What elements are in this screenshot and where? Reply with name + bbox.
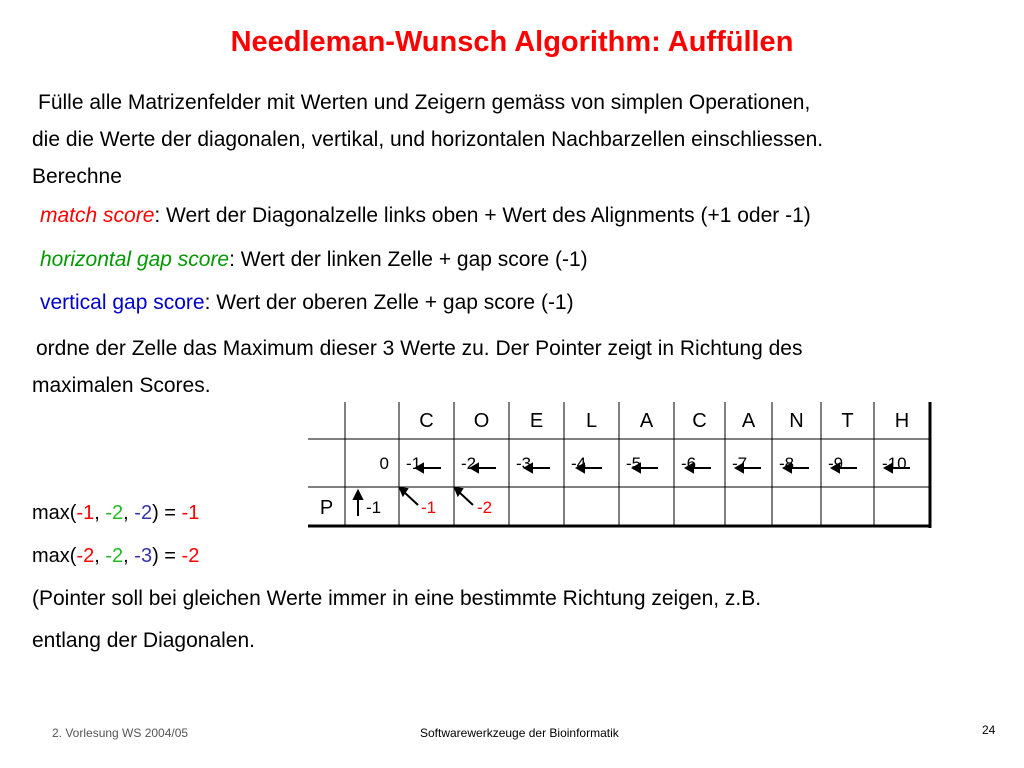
match-score-item [40,204,811,228]
col-header: E [529,410,544,432]
horizontal-value: -2 [105,502,124,524]
note-line-1: (Pointer soll bei gleichen Werte immer in eine bestimmte Richtung zeigen, z.B. [32,587,762,610]
max-suffix: ) = [152,502,182,524]
col-header: C [692,410,707,432]
matrix-value-computed: -1 [421,498,437,517]
matrix-value: 0 [379,454,389,473]
matrix-value: -9 [828,454,844,473]
col-header: O [473,410,490,432]
vertical-value: -2 [134,502,153,524]
max-prefix: max( [32,502,77,524]
horizontal-gap-item [40,248,588,272]
max-prefix: max( [32,545,77,567]
conclusion-line-1: ordne der Zelle das Maximum dieser 3 Werte zu. Der Pointer zeigt in Richtung des [36,337,803,360]
col-header: H [894,410,910,432]
vertical-gap-desc: : Wert der oberen Zelle + gap score (-1) [204,291,574,314]
match-score-term: match score [40,204,155,227]
matrix-value: -5 [626,454,642,473]
col-header: N [789,410,804,432]
vertical-gap-term: vertical gap score [40,291,205,314]
conclusion-paragraph [32,330,802,404]
col-header: C [419,410,434,432]
max-suffix: ) = [152,545,182,567]
col-header: T [841,410,854,432]
match-value: -2 [76,545,95,567]
slide-title: Needleman-Wunsch Algorithm: Auffüllen [230,26,794,58]
matrix-value: -1 [366,498,382,517]
footer-lecture: 2. Vorlesung WS 2004/05 [52,726,189,740]
footer-course: Softwarewerkzeuge der Bioinformatik [420,726,619,740]
matrix-value: -2 [461,454,477,473]
vertical-value: -3 [134,545,153,567]
col-header: L [585,410,598,432]
max-calculation-1 [32,502,199,525]
max-result: -2 [181,545,200,567]
matrix-value: -1 [406,454,422,473]
max-result: -1 [181,502,200,524]
conclusion-line-2: maximalen Scores. [32,374,211,397]
vertical-gap-item [40,291,574,315]
matrix-value: -10 [882,454,907,473]
matrix-value-computed: -2 [477,498,493,517]
intro-line-3: Berechne [32,165,122,188]
separator: , [123,545,135,567]
matrix-value: -7 [732,454,748,473]
separator: , [94,545,106,567]
max-calculation-2 [32,545,199,568]
separator: , [94,502,106,524]
matrix-value: -6 [681,454,697,473]
matrix-value: -3 [516,454,532,473]
match-score-desc: : Wert der Diagonalzelle links oben + Wert des Alignments (+1 oder -1) [154,204,811,227]
match-value: -1 [76,502,95,524]
matrix-value: -4 [571,454,587,473]
col-header: A [639,410,654,432]
page-number: 24 [982,723,996,737]
separator: , [123,502,135,524]
intro-line-1: Fülle alle Matrizenfelder mit Werten und Zeigern gemäss von simplen Operationen, [38,91,811,114]
note-line-2: entlang der Diagonalen. [32,629,256,652]
score-matrix [308,402,932,530]
row-header: P [319,497,334,519]
intro-line-2: die die Werte der diagonalen, vertikal, und horizontalen Nachbarzellen einschliessen. [32,128,824,151]
col-header: A [741,410,756,432]
matrix-value: -8 [779,454,795,473]
horizontal-gap-term: horizontal gap score [40,248,230,271]
up-arrow-icon [354,491,362,516]
horizontal-value: -2 [105,545,124,567]
horizontal-gap-desc: : Wert der linken Zelle + gap score (-1) [229,248,588,271]
intro-paragraph [32,84,1012,195]
